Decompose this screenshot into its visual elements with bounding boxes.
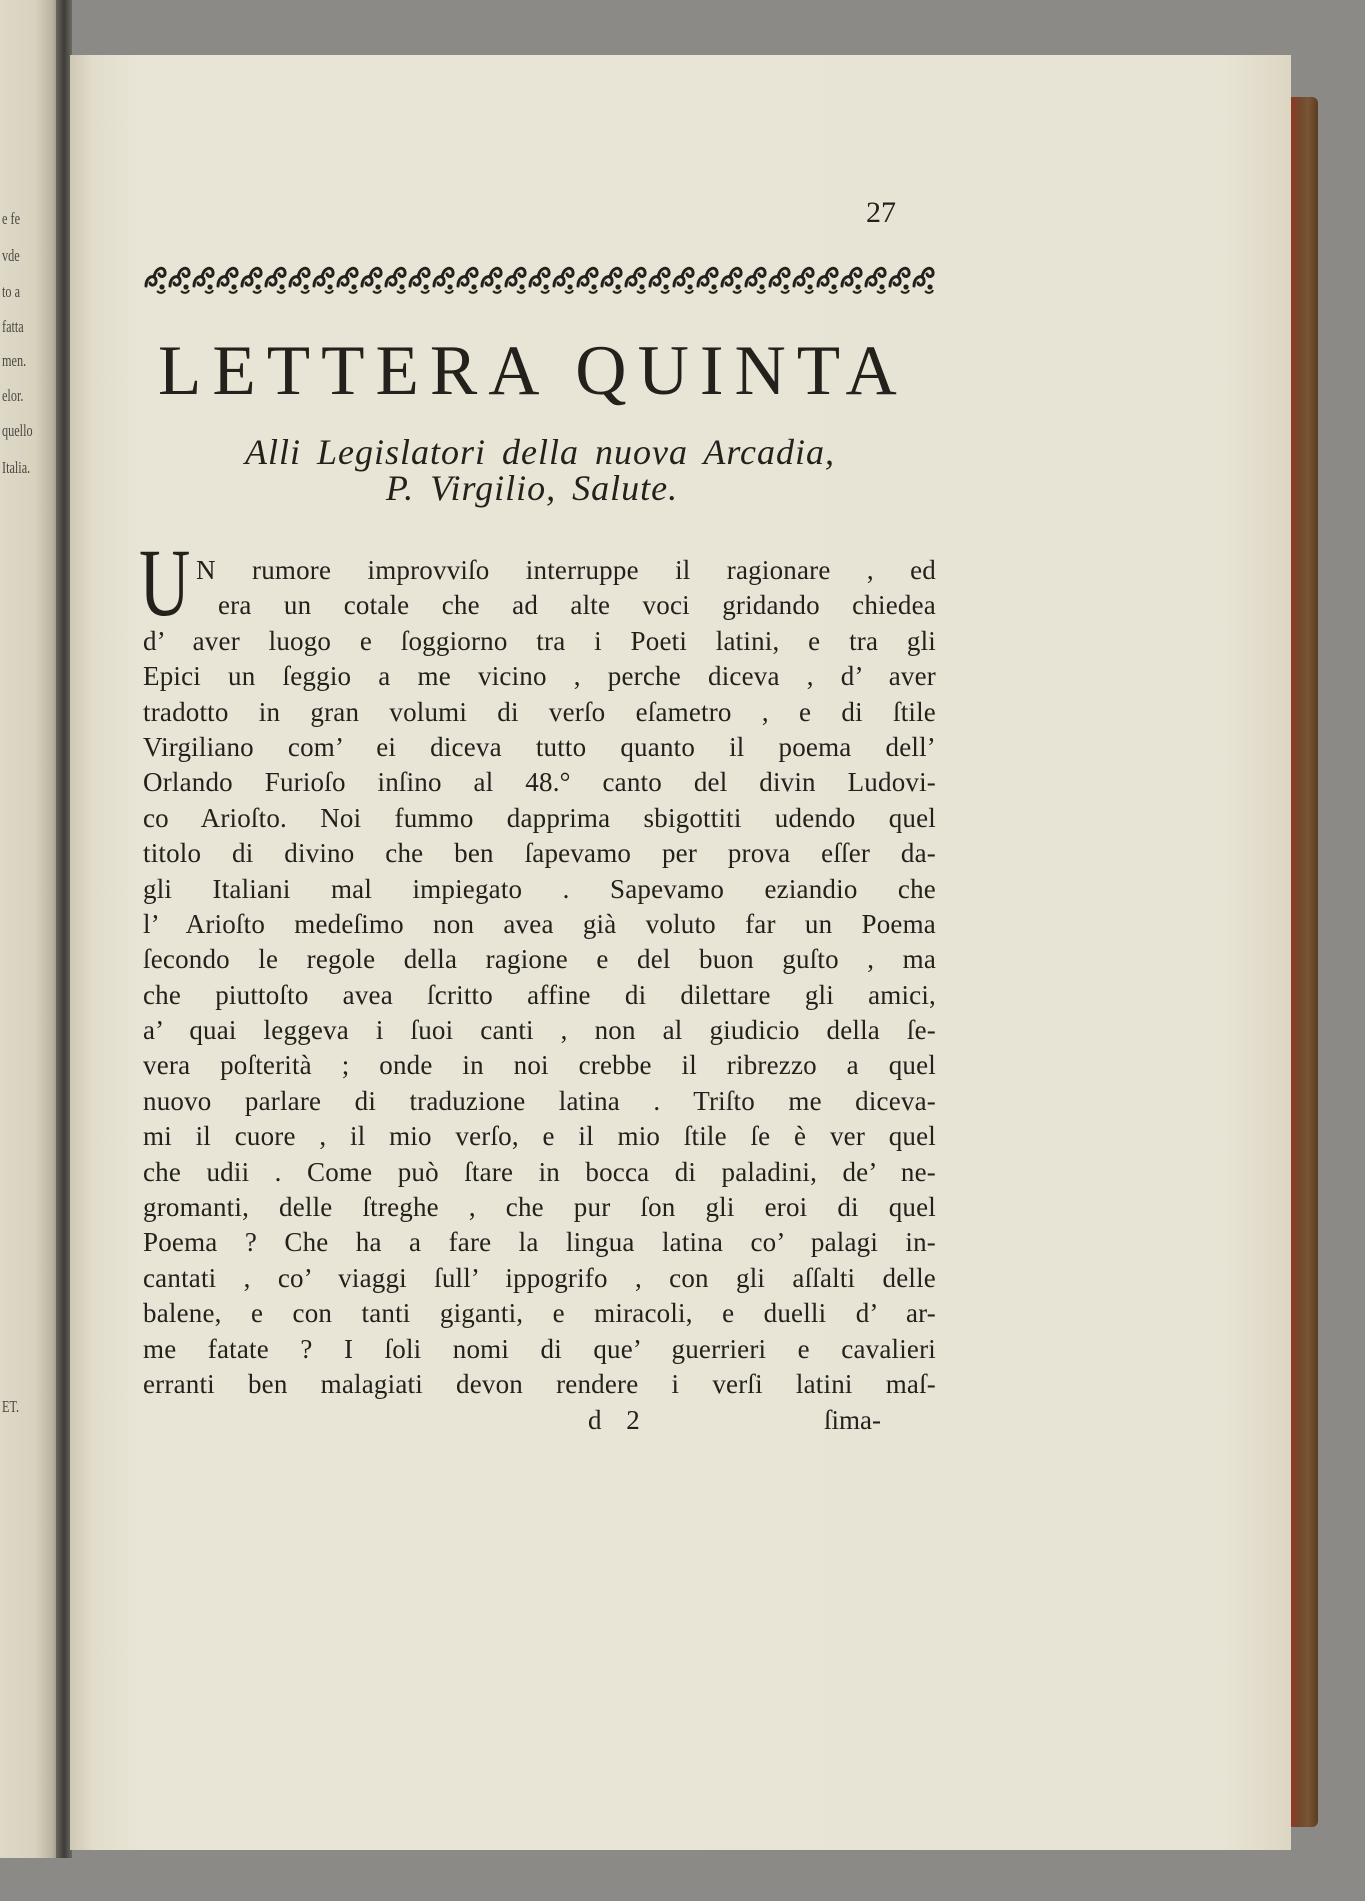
text-line: a’ quai leggeva i ſuoi canti , non al giudicio della ſe-	[143, 1015, 936, 1046]
left-page-fragment: men.	[2, 351, 27, 370]
page-number: 27	[866, 196, 896, 229]
text-line: mi il cuore , il mio verſo, e il mio ſtile ſe è ver quel	[143, 1121, 936, 1152]
left-page-fragment: vde	[2, 246, 20, 265]
signature-mark: d 2	[588, 1405, 640, 1435]
text-line: me fatate ? I ſoli nomi di que’ guerrieri e cavalieri	[143, 1333, 936, 1364]
text-line: nuovo parlare di traduzione latina . Triſto me diceva-	[143, 1085, 936, 1116]
text-line: tradotto in gran volumi di verſo eſametro , e di ſtile	[143, 696, 936, 727]
text-line: cantati , co’ viaggi ſull’ ippogrifo , con gli aſſalti delle	[143, 1262, 936, 1293]
left-page-fragment: fatta	[2, 317, 24, 336]
text-line: ſecondo le regole della ragione e del buon guſto , ma	[143, 944, 936, 975]
letter-subtitle-line2: P. Virgilio, Salute.	[385, 468, 679, 508]
text-line: che udii . Come può ſtare in bocca di paladini, de’ ne-	[143, 1156, 936, 1187]
left-page-fragment: quello	[2, 421, 33, 440]
text-line: vera poſterità ; onde in noi crebbe il ribrezzo a quel	[143, 1050, 936, 1081]
text-line: Epici un ſeggio a me vicino , perche diceva , d’ aver	[143, 661, 936, 692]
ornamental-band	[143, 258, 936, 298]
text-line: d’ aver luogo e ſoggiorno tra i Poeti latini, e tra gli	[143, 625, 936, 656]
text-line: gli Italiani mal impiegato . Sapevamo eziandio che	[143, 873, 936, 904]
body-text	[143, 553, 936, 1402]
left-page-fragment: e fe	[2, 209, 21, 228]
left-page-fragment: Italia.	[2, 458, 31, 477]
left-page-fragment: elor.	[2, 386, 24, 405]
text-line: Virgiliano com’ ei diceva tutto quanto il poema dell’	[143, 731, 936, 762]
text-line: Poema ? Che ha a fare la lingua latina co’ palagi in-	[143, 1227, 936, 1258]
text-line: N rumore improvviſo interruppe il ragionare , ed	[196, 555, 936, 585]
text-line: Orlando Furioſo inſino al 48.° canto del divin Ludovi-	[143, 767, 936, 798]
text-line: titolo di divino che ben ſapevamo per prova eſſer da-	[143, 838, 936, 869]
letter-subtitle-line1: Alli Legislatori della nuova Arcadia,	[245, 432, 835, 472]
text-line: che piuttoſto avea ſcritto affine di dilettare gli amici,	[143, 979, 936, 1010]
text-line: gromanti, delle ſtreghe , che pur ſon gli eroi di quel	[143, 1192, 936, 1223]
letter-title: LETTERA QUINTA	[158, 332, 908, 410]
text-line: era un cotale che ad alte voci gridando chiedea	[218, 590, 936, 621]
text-line: erranti ben malagiati devon rendere i verſi latini maſ-	[143, 1368, 936, 1399]
catchword: ſima-	[824, 1405, 881, 1435]
text-line: co Arioſto. Noi fummo dapprima sbigottiti udendo quel	[143, 802, 936, 833]
left-page-fragment: ET.	[2, 1397, 20, 1416]
left-page-fragment: to a	[2, 282, 21, 301]
drop-cap: U	[139, 529, 191, 636]
text-line: l’ Arioſto medeſimo non avea già voluto far un Poema	[143, 908, 936, 939]
text-line: balene, e con tanti giganti, e miracoli, e duelli d’ ar-	[143, 1298, 936, 1329]
left-page	[0, 0, 60, 1858]
